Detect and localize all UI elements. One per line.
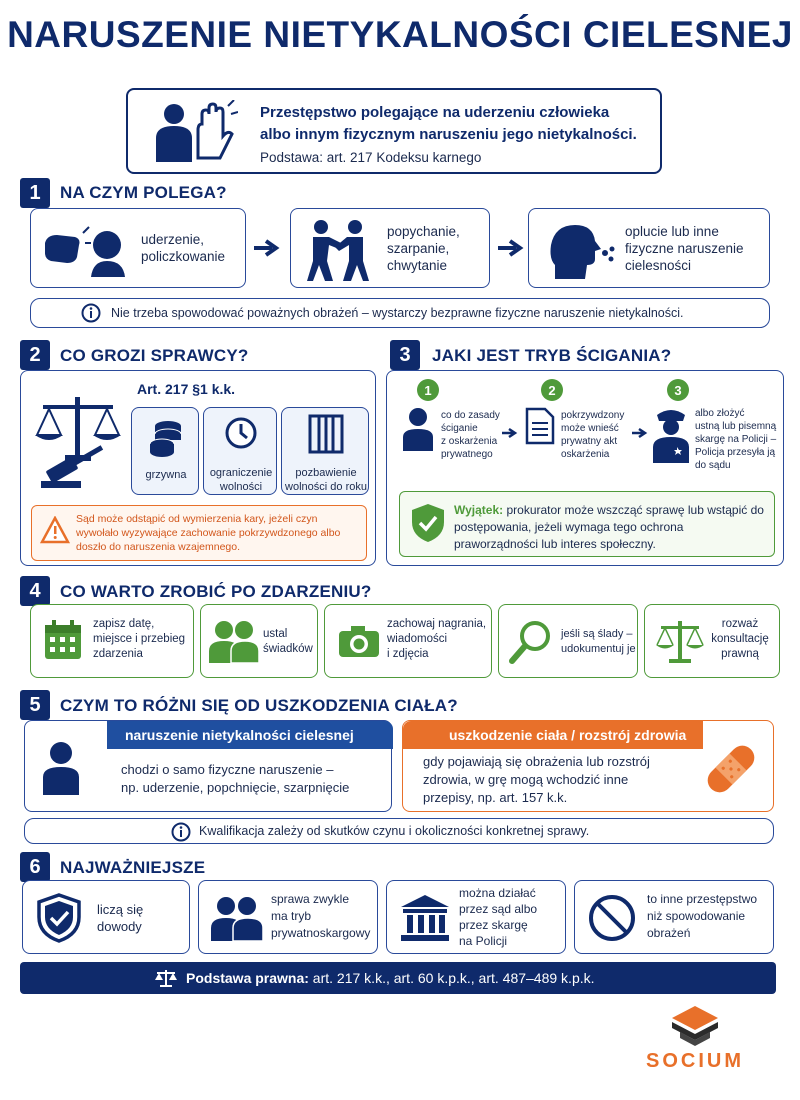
s1-card-push <box>290 208 490 288</box>
shield-check-icon <box>410 502 446 544</box>
scales-gavel-icon <box>33 391 125 491</box>
section-4-number: 4 <box>20 576 50 606</box>
s5-left-card <box>24 720 392 812</box>
s6-item-1: liczą się dowody <box>97 902 144 934</box>
s4-card-record <box>30 604 194 678</box>
step-2-text: pokrzywdzony może wnieść prywatny akt oskarżenia <box>561 410 625 460</box>
spitting-head-icon <box>545 219 617 279</box>
section-3-number: 3 <box>390 340 420 370</box>
s1-item-2: popychanie, szarpanie, chwytanie <box>387 224 460 273</box>
section-5-heading: CZYM TO RÓŻNI SIĘ OD USZKODZENIA CIAŁA? <box>60 696 458 715</box>
section-5-number: 5 <box>20 690 50 720</box>
s1-note <box>30 298 770 328</box>
s4-card-document <box>498 604 638 678</box>
s1-note-text: Nie trzeba spowodować poważnych obrażeń – wystarczy bezprawne fizyczne naruszenie nietykalności. <box>111 306 684 320</box>
s5-left-title: naruszenie nietykalności cielesnej <box>107 721 393 749</box>
prohibited-icon <box>587 893 637 943</box>
arrow-icon <box>252 238 282 258</box>
s2-article: Art. 217 §1 k.k. <box>137 381 236 397</box>
person-icon <box>401 407 435 451</box>
s6-card-private <box>198 880 378 954</box>
s2-warning-text: Sąd może odstąpić od wymierzenia kary, jeżeli czyn wywołało wyzywające zachowanie pokrzywdzonego albo doszło do naruszenia wzajemnego. <box>76 513 341 553</box>
intro-line2: albo innym fizycznym naruszeniu jego nietykalności. <box>260 126 637 143</box>
step-2-badge: 2 <box>541 379 563 401</box>
step-3-badge: 3 <box>667 379 689 401</box>
warning-icon <box>40 516 70 544</box>
section-1-number: 1 <box>20 178 50 208</box>
arrow-icon <box>501 427 519 439</box>
section-4-heading: CO WARTO ZROBIĆ PO ZDARZENIU? <box>60 582 372 601</box>
s1-card-spit <box>528 208 770 288</box>
bandage-icon <box>699 733 763 805</box>
s5-right-card <box>402 720 774 812</box>
section-3-heading: JAKI JEST TRYB ŚCIGANIA? <box>432 346 672 365</box>
step-1-text: co do zasady ściganie z oskarżenia prywatnego <box>441 410 500 460</box>
section-6-number: 6 <box>20 852 50 882</box>
intro-basis: Podstawa: art. 217 Kodeksu karnego <box>260 150 482 165</box>
s1-card-hit <box>30 208 246 288</box>
penalty-restriction <box>203 407 277 495</box>
info-icon <box>81 303 101 323</box>
s5-right-title: uszkodzenie ciała / rozstrój zdrowia <box>403 721 703 749</box>
s4-card-witnesses <box>200 604 318 678</box>
penalty-prison-label: pozbawienie wolności do roku <box>285 467 367 493</box>
page-title: NARUSZENIE NIETYKALNOŚCI CIELESNEJ <box>7 14 793 55</box>
exception-body: prokurator może wszcząć sprawę lub wstąpić do postępowania, jeżeli wymaga tego ochrona praworządności lub interes społeczny. <box>454 503 764 551</box>
magnifier-icon <box>509 619 553 665</box>
penalty-fine-label: grzywna <box>145 469 187 481</box>
section-2-number: 2 <box>20 340 50 370</box>
calendar-icon <box>43 619 83 661</box>
shield-check-icon <box>37 893 81 943</box>
person-icon <box>41 741 81 795</box>
s3-panel <box>386 370 784 566</box>
scales-icon <box>655 617 705 665</box>
arrow-icon <box>631 427 649 439</box>
s1-item-3: oplucie lub inne fizyczne naruszenie cielesności <box>625 224 744 273</box>
s5-right-text: gdy pojawiają się obrażenia lub rozstrój zdrowia, w grę mogą wchodzić inne przepisy, np. art. 157 k.k. <box>423 754 650 805</box>
arrow-icon <box>496 238 526 258</box>
penalty-fine <box>131 407 199 495</box>
intro-line1: Przestępstwo polegające na uderzeniu człowieka <box>260 104 610 121</box>
info-icon <box>171 822 191 842</box>
scuffle-icon <box>299 217 379 283</box>
section-1-heading: NA CZYM POLEGA? <box>60 183 227 202</box>
s6-item-2: sprawa zwykle ma tryb prywatnoskargowy <box>271 892 371 940</box>
courthouse-icon <box>399 893 451 943</box>
s6-item-4: to inne przestępstwo niż spowodowanie obrażeń <box>647 892 758 940</box>
s4-item-3: zachowaj nagrania, wiadomości i zdjęcia <box>387 618 487 660</box>
s2-warning-box <box>31 505 367 561</box>
penalty-restriction-label: ograniczenie wolności <box>209 467 273 493</box>
s3-exception-text <box>454 502 770 553</box>
s5-note-text: Kwalifikacja zależy od skutków czynu i okoliczności konkretnej sprawy. <box>199 824 590 838</box>
s3-exception-box <box>399 491 775 557</box>
s6-item-3: można działać przez sąd albo przez skargę na Policji <box>459 886 538 948</box>
people-icon <box>211 895 263 941</box>
section-6-heading: NAJWAŻNIEJSZE <box>60 858 206 877</box>
penalty-prison <box>281 407 369 495</box>
step-3-text: albo złożyć ustną lub pisemną skargę na Policji – Policja przesyła ją do sądu <box>695 408 777 471</box>
s4-item-5: rozważ konsultację prawną <box>711 618 769 660</box>
socium-logo-mark <box>670 1004 720 1048</box>
prison-bars-icon <box>308 414 344 454</box>
section-2-heading: CO GROZI SPRAWCY? <box>60 346 249 365</box>
s4-item-2: ustal świadków <box>263 628 313 655</box>
legal-basis-text <box>186 970 595 986</box>
document-icon <box>525 407 555 445</box>
legal-basis-bar <box>20 962 776 994</box>
s4-card-legal <box>644 604 780 678</box>
s5-note <box>24 818 774 844</box>
step-1-badge: 1 <box>417 379 439 401</box>
socium-logo-text: SOCIUM <box>646 1050 744 1072</box>
s6-card-different <box>574 880 774 954</box>
coins-icon <box>148 418 184 458</box>
police-officer-icon <box>649 405 693 465</box>
legal-basis-articles: art. 217 k.k., art. 60 k.p.k., art. 487–489 k.p.k. <box>308 970 595 986</box>
s4-item-1: zapisz datę, miejsce i przebieg zdarzenia <box>93 618 186 660</box>
s2-panel <box>20 370 376 566</box>
s4-card-evidence <box>324 604 492 678</box>
people-icon <box>209 619 259 663</box>
scales-icon <box>154 968 178 988</box>
s4-item-4: jeśli są ślady – udokumentuj je <box>561 628 636 655</box>
clock-icon <box>224 416 258 450</box>
exception-label: Wyjątek: <box>454 503 504 517</box>
s1-item-1: uderzenie, policzkowanie <box>141 232 226 264</box>
s5-left-text: chodzi o samo fizyczne naruszenie – np. uderzenie, popchnięcie, szarpnięcie <box>121 762 350 795</box>
s6-card-evidence <box>22 880 190 954</box>
legal-basis-label: Podstawa prawna: <box>186 970 309 986</box>
punch-icon <box>41 223 127 277</box>
person-stop-icon <box>152 100 238 164</box>
camera-icon <box>337 623 381 659</box>
s6-card-court <box>386 880 566 954</box>
intro-box <box>126 88 662 174</box>
